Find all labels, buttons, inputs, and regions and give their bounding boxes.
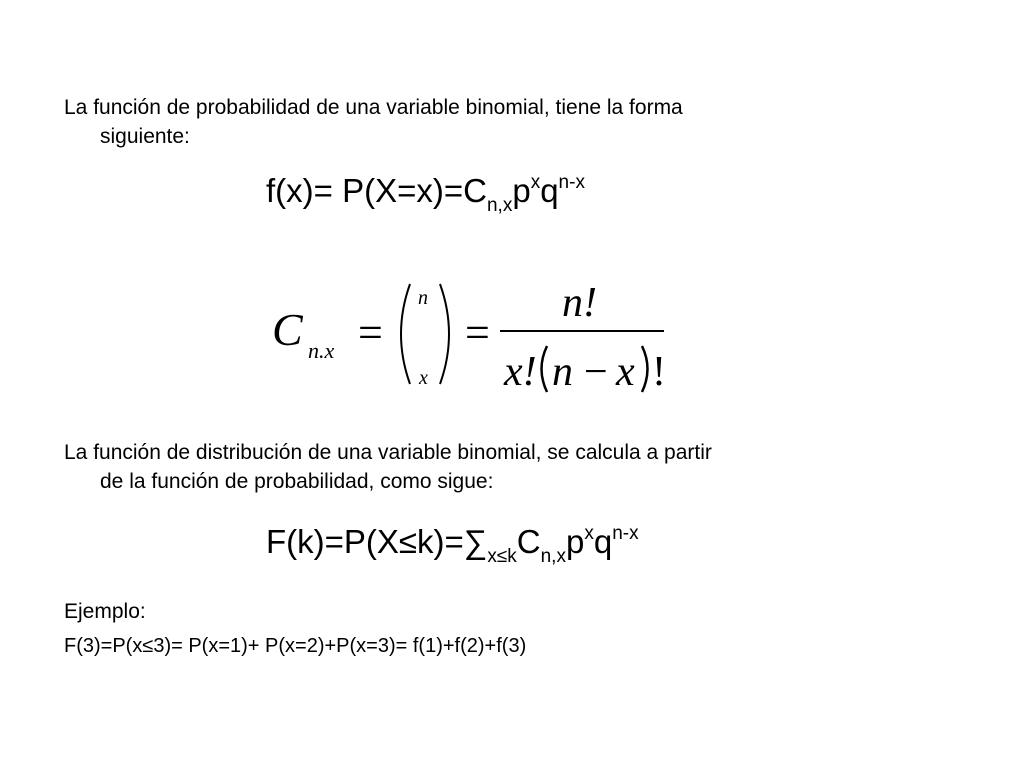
combo-den-minus: − (584, 349, 608, 395)
formula-C: C (516, 523, 541, 560)
formula-superscript: x (530, 172, 541, 193)
paragraph-distribution-intro (64, 438, 994, 496)
formula-q: q (593, 523, 613, 560)
formula-main: f(x)= P(X=x)=C (266, 172, 487, 209)
combo-den-bang: ! (652, 349, 666, 395)
formula-p: p (565, 523, 585, 560)
formula-superscript: x (584, 523, 594, 544)
formula-distribution-function (266, 514, 639, 577)
formula-main: F(k)=P(X≤k)=∑ (266, 523, 488, 560)
formula-superscript: n-x (612, 523, 639, 544)
paragraph-line: de la función de probabilidad, como sigue: (100, 470, 494, 493)
right-paren (440, 284, 449, 384)
formula-subscript: x≤k (487, 546, 517, 567)
paragraph-line: La función de distribución de una variable binomial, se calcula a partir (64, 441, 712, 464)
combo-equals-2: = (465, 308, 490, 357)
combo-den-n: n (552, 349, 573, 395)
combo-den-x2: x (616, 349, 635, 395)
combo-C-subscript: n.x (308, 338, 335, 363)
combo-top-n: n (418, 287, 428, 309)
example-formula: F(3)=P(x≤3)= P(x=1)+ P(x=2)+P(x=3)= f(1)+f(2)+f(3) (64, 635, 527, 657)
formula-subscript: n,x (486, 195, 513, 216)
formula-probability-function (266, 163, 585, 226)
combo-equals-1: = (358, 308, 383, 357)
formula-p: p (512, 172, 531, 209)
left-paren (401, 284, 410, 384)
combo-numerator: n! (562, 280, 597, 326)
formula-q: q (540, 172, 559, 209)
formula-subscript: n,x (540, 546, 566, 567)
paragraph-line: siguiente: (100, 125, 190, 148)
combination-formula (260, 272, 680, 402)
combo-den-x: x! (504, 349, 537, 395)
example-label: Ejemplo: (64, 600, 146, 623)
paragraph-line: La función de probabilidad de una variable binomial, tiene la forma (64, 96, 683, 119)
combo-C: C (272, 304, 303, 355)
formula-superscript: n-x (558, 172, 585, 193)
den-right-paren (642, 346, 648, 392)
den-left-paren (542, 346, 548, 392)
paragraph-probability-intro (64, 93, 964, 151)
combo-bottom-x: x (419, 367, 428, 389)
